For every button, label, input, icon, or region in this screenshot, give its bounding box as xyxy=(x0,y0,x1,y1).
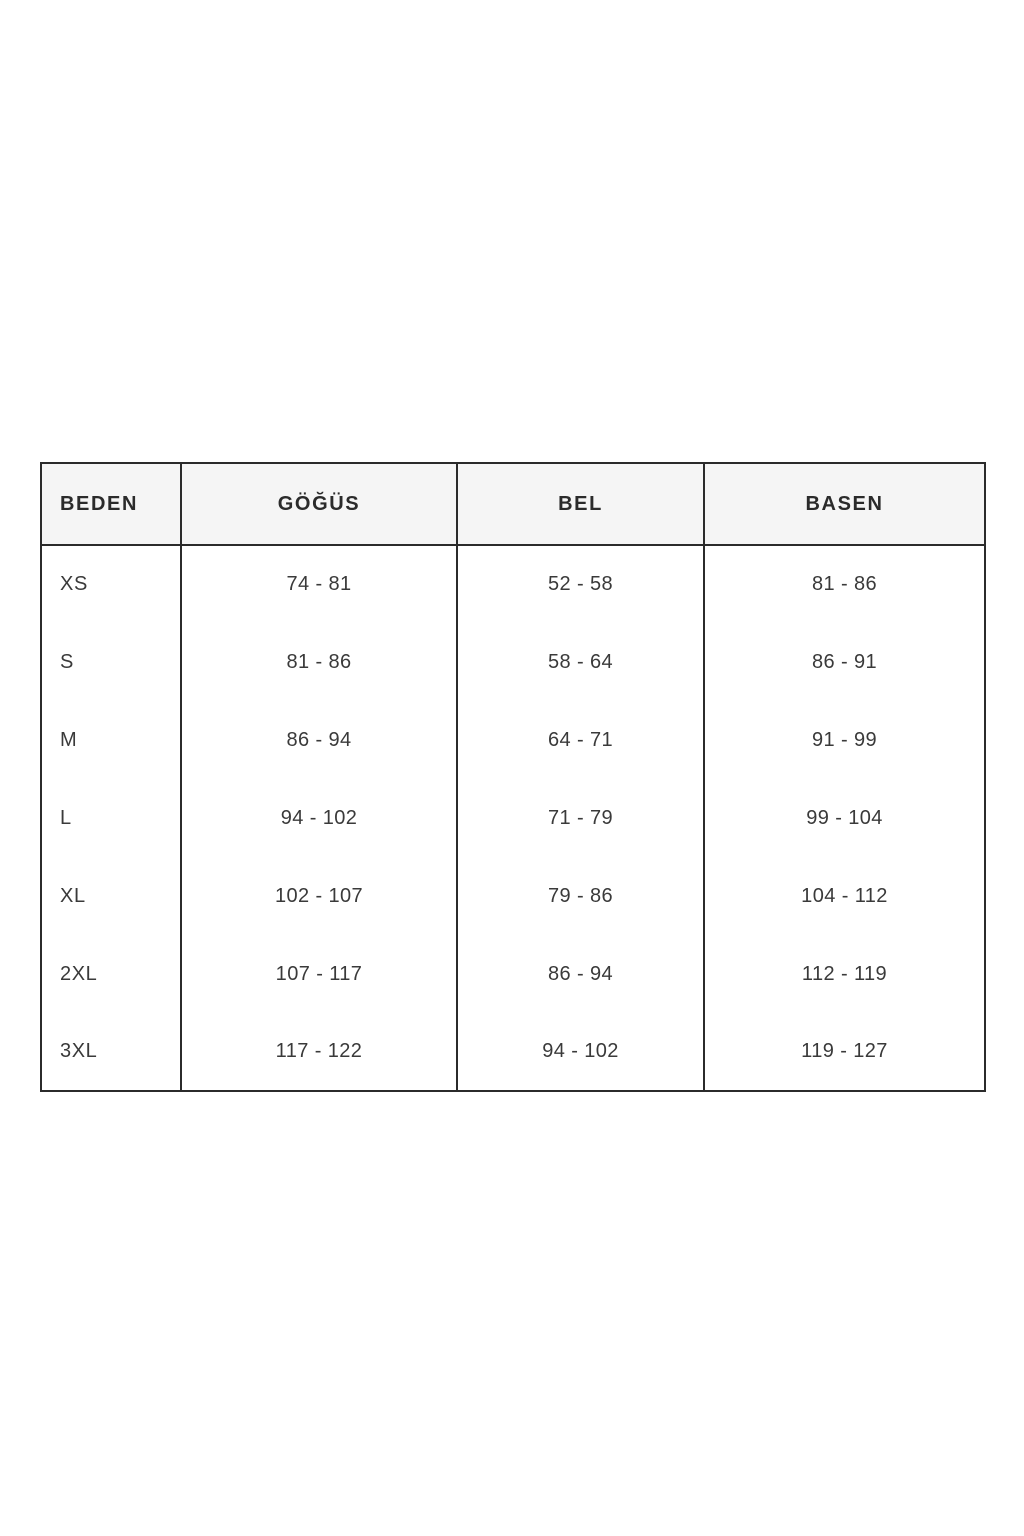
size-chart-container xyxy=(40,462,984,1092)
column-header-basen: BASEN xyxy=(704,463,985,545)
cell-bel: 94 - 102 xyxy=(457,1013,704,1091)
cell-gogus: 74 - 81 xyxy=(181,545,457,623)
table-row xyxy=(41,623,985,701)
cell-gogus: 81 - 86 xyxy=(181,623,457,701)
cell-basen: 119 - 127 xyxy=(704,1013,985,1091)
cell-gogus: 94 - 102 xyxy=(181,779,457,857)
column-header-gogus: GÖĞÜS xyxy=(181,463,457,545)
cell-bel: 58 - 64 xyxy=(457,623,704,701)
cell-bel: 79 - 86 xyxy=(457,857,704,935)
size-chart-table xyxy=(40,462,986,1092)
cell-gogus: 102 - 107 xyxy=(181,857,457,935)
table-row xyxy=(41,1013,985,1091)
cell-beden: M xyxy=(41,701,181,779)
cell-bel: 52 - 58 xyxy=(457,545,704,623)
table-row xyxy=(41,779,985,857)
table-row xyxy=(41,935,985,1013)
column-header-beden: BEDEN xyxy=(41,463,181,545)
cell-basen: 86 - 91 xyxy=(704,623,985,701)
table-header xyxy=(41,463,985,545)
table-row xyxy=(41,545,985,623)
cell-beden: XS xyxy=(41,545,181,623)
cell-basen: 112 - 119 xyxy=(704,935,985,1013)
cell-bel: 86 - 94 xyxy=(457,935,704,1013)
cell-beden: S xyxy=(41,623,181,701)
cell-bel: 64 - 71 xyxy=(457,701,704,779)
cell-beden: XL xyxy=(41,857,181,935)
cell-beden: L xyxy=(41,779,181,857)
cell-bel: 71 - 79 xyxy=(457,779,704,857)
cell-gogus: 86 - 94 xyxy=(181,701,457,779)
column-header-bel: BEL xyxy=(457,463,704,545)
cell-basen: 81 - 86 xyxy=(704,545,985,623)
cell-beden: 2XL xyxy=(41,935,181,1013)
cell-basen: 91 - 99 xyxy=(704,701,985,779)
table-row xyxy=(41,701,985,779)
table-body xyxy=(41,545,985,1091)
cell-gogus: 107 - 117 xyxy=(181,935,457,1013)
table-row xyxy=(41,857,985,935)
cell-basen: 104 - 112 xyxy=(704,857,985,935)
cell-gogus: 117 - 122 xyxy=(181,1013,457,1091)
cell-basen: 99 - 104 xyxy=(704,779,985,857)
table-header-row xyxy=(41,463,985,545)
cell-beden: 3XL xyxy=(41,1013,181,1091)
